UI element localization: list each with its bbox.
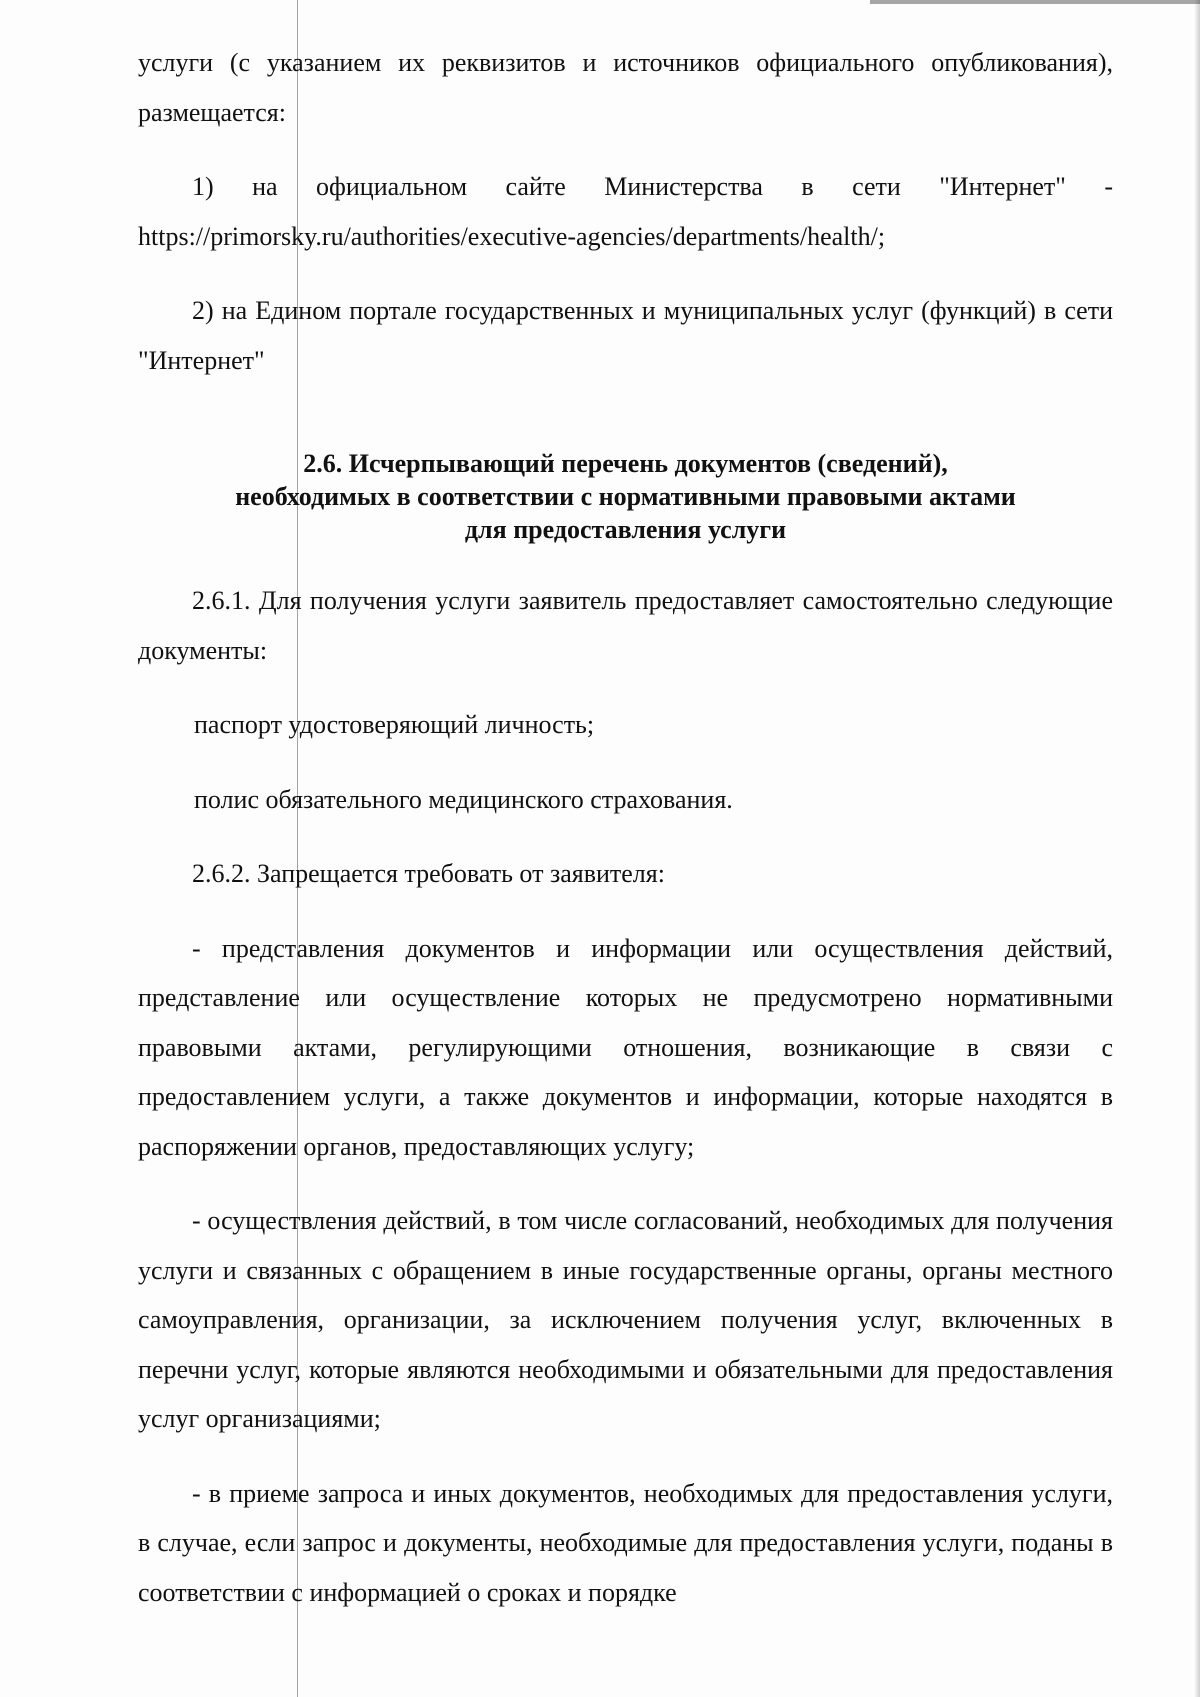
prohibition-item-3: - в приеме запроса и иных документов, необходимых для предоставления услуги, в случае, если запрос и документы, необходимые для предоставления услуги, поданы в соответствии с информацией о сроках и порядке [138,1478,1113,1607]
list-item-1: 1) на официальном сайте Министерства в сети "Интернет" - https://primorsky.ru/authorities/executive-agencies/departments/health/; [138,172,1113,251]
section-heading-line-1: 2.6. Исчерпывающий перечень документов (сведений), [303,449,948,478]
doc-item-passport: паспорт удостоверяющий личность; [194,710,595,739]
section-heading-line-2: необходимых в соответствии с нормативными правовыми актами [235,482,1016,511]
prohibition-item-2: - осуществления действий, в том числе согласований, необходимых для получения услуги и связанных с обращением в иные государственные органы, органы местного самоуправления, организации, за исключением получения услуг, включенных в перечни услуг, которые являются необходимыми и обязательными для предоставления услуг организациями; [138,1206,1113,1433]
paragraph-intro: услуги (с указанием их реквизитов и источников официального опубликования), размещается: [138,48,1113,127]
section-heading [138,447,1113,546]
paragraph-2-6-2: 2.6.2. Запрещается требовать от заявителя: [192,859,665,888]
list-item-2: 2) на Едином портале государственных и муниципальных услуг (функций) в сети "Интернет" [138,296,1113,375]
paragraph-2-6-1: 2.6.1. Для получения услуги заявитель предоставляет самостоятельно следующие документы: [138,586,1113,665]
section-heading-line-3: для предоставления услуги [464,515,787,544]
prohibition-item-1: - представления документов и информации или осуществления действий, представление или осуществление которых не предусмотрено нормативными правовыми актами, регулирующими отношения, возникающие в связи с предоставлением услуги, а также документов и информации, которые находятся в распоряжении органов, предоставляющих услугу; [138,933,1113,1161]
doc-item-polis: полис обязательного медицинского страхования. [194,784,733,814]
scan-edge-shadow [1194,0,1200,1697]
document-body [138,38,1113,1617]
scan-corner-mark [870,0,1200,4]
